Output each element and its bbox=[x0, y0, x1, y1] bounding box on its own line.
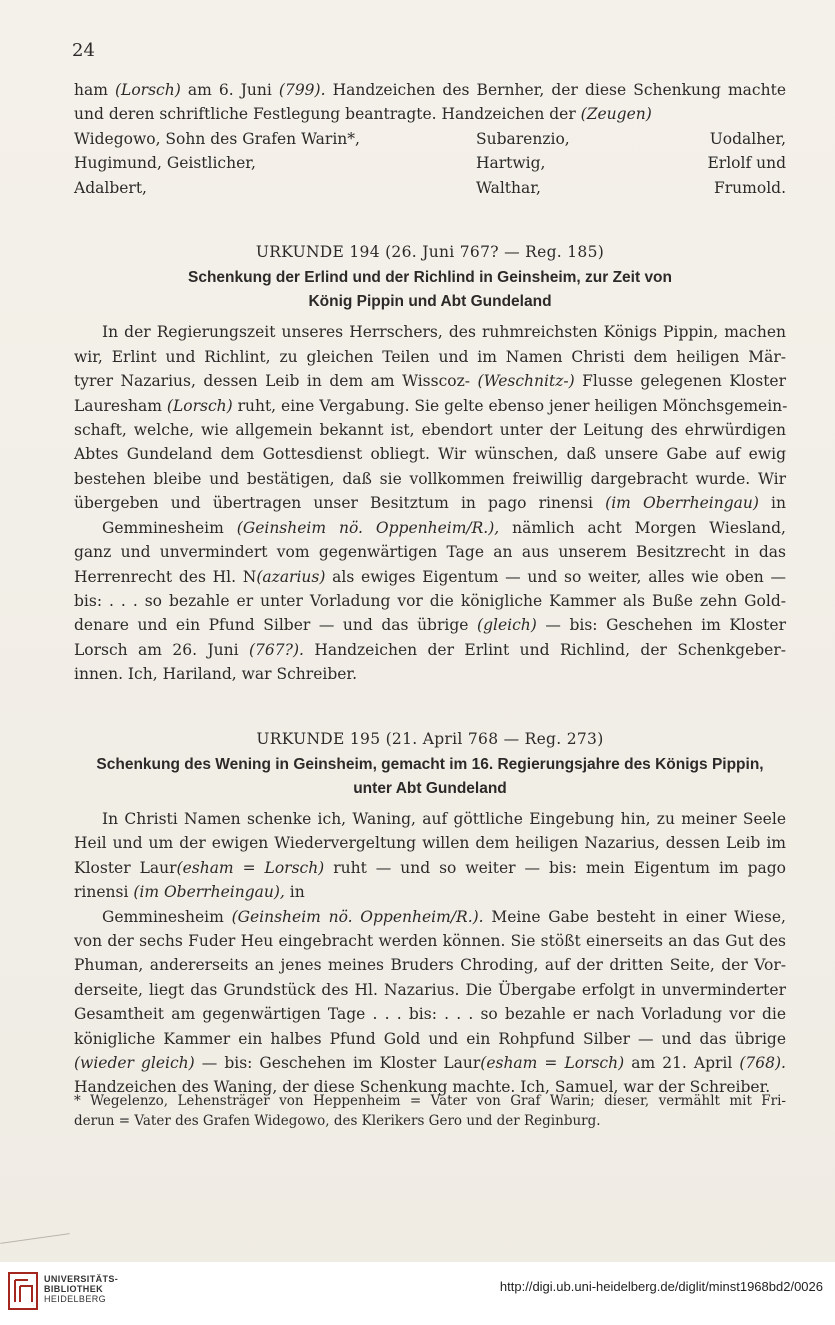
text-line: Phuman, andererseits an jenes meines Bruders Chroding, auf der dritten Seite, der Vor- bbox=[74, 956, 786, 975]
witness: Widegowo, Sohn des Grafen Warin*, bbox=[74, 129, 360, 148]
text-line: ganz und unvermindert vom gegenwärtigen Tage an aus unserem Besitzrecht in das bbox=[74, 543, 786, 562]
witness: Frumold. bbox=[714, 178, 786, 197]
paragraph-194-2 bbox=[74, 516, 786, 687]
intro-line-1: ham (Lorsch) am 6. Juni (799). Handzeichen des Bernher, der diese Schenkung machte bbox=[74, 81, 786, 99]
text-line: schaft, welche, wie allgemein bekannt ist, ebendort unter der Leitung des ehrwürdigen bbox=[74, 421, 786, 440]
text-line: Lorsch am 26. Juni (767?). Handzeichen der Erlint und Richlind, der Schenkgeber- bbox=[74, 640, 786, 659]
text-line: von der sechs Fuder Heu eingebracht werden können. Sie stößt einerseits an das Gut des bbox=[74, 931, 786, 950]
text-line: Lauresham (Lorsch) ruht, eine Vergabung. Sie gelte ebenso jener heiligen Mönchsgemein- bbox=[74, 396, 788, 415]
library-logo-icon bbox=[8, 1272, 38, 1310]
text-line: denare und ein Pfund Silber — und das übrige (gleich) — bis: Geschehen im Kloster bbox=[74, 616, 786, 635]
page-number: 24 bbox=[72, 40, 95, 61]
document-title-195: Schenkung des Wening in Geinsheim, gemacht im 16. Regierungsjahre des Königs Pippin, unter Abt Gundeland bbox=[96, 755, 764, 797]
document-heading-195: URKUNDE 195 (21. April 768 — Reg. 273) bbox=[256, 729, 604, 748]
footnote-line: derun = Vater des Grafen Widegowo, des Klerikers Gero und der Reginburg. bbox=[74, 1113, 601, 1129]
text-line: Handzeichen des Waning, der diese Schenkung machte. Ich, Samuel, war der Schreiber. bbox=[74, 1078, 771, 1097]
text-line: Gemminesheim (Geinsheim nö. Oppenheim/R.). Meine Gabe besteht in einer Wiese, bbox=[102, 907, 786, 926]
text-line: bestehen bleibe und bestätigen, daß sie vollkommen freiwillig dargebracht wurde. Wir bbox=[74, 469, 786, 488]
footnote bbox=[74, 1091, 786, 1131]
text-line: wir, Erlint und Richlint, zu gleichen Teilen und im Namen Christi dem heiligen Mär- bbox=[74, 347, 786, 366]
text-line: Heil und um der ewigen Wiedervergeltung willen dem heiligen Nazarius, dessen Leib im bbox=[74, 834, 786, 853]
witness-list bbox=[74, 127, 786, 200]
library-footer bbox=[0, 1262, 835, 1325]
witness: Adalbert, bbox=[74, 178, 147, 197]
library-logo-text: UNIVERSITÄTS- BIBLIOTHEK HEIDELBERG bbox=[44, 1274, 119, 1304]
text-line: übergeben und übertragen unser Besitztum in pago rinensi (im Oberrheingau) in bbox=[74, 494, 786, 513]
source-url-link[interactable]: http://digi.ub.uni-heidelberg.de/diglit/minst1968bd2/0026 bbox=[499, 1279, 823, 1294]
paragraph-195-1 bbox=[74, 807, 786, 905]
witness: Hartwig, bbox=[476, 154, 546, 173]
text-line: Gesamtheit am gegenwärtigen Tage . . . bis: . . . so bezahle er nach Vorladung vor die bbox=[74, 1005, 786, 1024]
witness: Hugimund, Geistlicher, bbox=[74, 154, 256, 173]
document-heading-194: URKUNDE 194 (26. Juni 767? — Reg. 185) bbox=[255, 243, 605, 262]
witness: Uodalher, bbox=[709, 129, 786, 148]
intro-line-2: und deren schriftliche Festlegung beantragte. Handzeichen der (Zeugen) bbox=[74, 105, 652, 124]
text-line: innen. Ich, Hariland, war Schreiber. bbox=[74, 665, 358, 684]
document-title-194: Schenkung der Erlind und der Richlind in Geinsheim, zur Zeit von König Pippin und Abt Gundeland bbox=[188, 269, 672, 311]
page-content bbox=[74, 78, 786, 1100]
text-line: In Christi Namen schenke ich, Waning, auf göttliche Eingebung hin, zu meiner Seele bbox=[102, 809, 786, 828]
footnote-line: * Wegelenzo, Lehensträger von Heppenheim = Vater von Graf Warin; dieser, vermählt mit Fri- bbox=[74, 1093, 786, 1109]
paragraph-195-2 bbox=[74, 905, 786, 1100]
paragraph-194-1 bbox=[74, 320, 786, 515]
witness: Erlolf und bbox=[707, 154, 786, 173]
witness: Walthar, bbox=[476, 178, 541, 197]
text-line: derseite, liegt das Grundstück des Hl. Nazarius. Die Übergabe erfolgt in unverminderter bbox=[74, 980, 786, 999]
text-line: Abtes Gundeland dem Gottesdienst obliegt. Wir wünschen, daß unsere Gabe auf ewig bbox=[74, 445, 786, 464]
text-line: bis: . . . so bezahle er unter Vorladung vor die königliche Kammer als Buße zehn Gold- bbox=[74, 591, 786, 610]
text-line: rinensi (im Oberrheingau), in bbox=[74, 883, 305, 902]
text-line: königliche Kammer ein halbes Pfund Gold und ein Rohpfund Silber — und das übrige bbox=[74, 1029, 786, 1048]
text-line: Gemminesheim (Geinsheim nö. Oppenheim/R.), nämlich acht Morgen Wiesland, bbox=[102, 518, 786, 537]
text-line: (wieder gleich) — bis: Geschehen im Kloster Laur(esham = Lorsch) am 21. April (768). bbox=[74, 1054, 786, 1072]
text-line: Herrenrecht des Hl. N(azarius) als ewiges Eigentum — und so weiter, alles wie oben — bbox=[74, 567, 786, 586]
witness: Subarenzio, bbox=[476, 129, 570, 148]
text-line: tyrer Nazarius, dessen Leib in dem am Wisscoz- (Weschnitz-) Flusse gelegenen Kloster bbox=[74, 372, 786, 391]
page-edge-line bbox=[0, 1233, 69, 1244]
text-line: In der Regierungszeit unseres Herrschers, des ruhmreichsten Königs Pippin, machen bbox=[102, 323, 786, 342]
text-line: Kloster Laur(esham = Lorsch) ruht — und so weiter — bis: mein Eigentum im pago bbox=[74, 858, 786, 877]
